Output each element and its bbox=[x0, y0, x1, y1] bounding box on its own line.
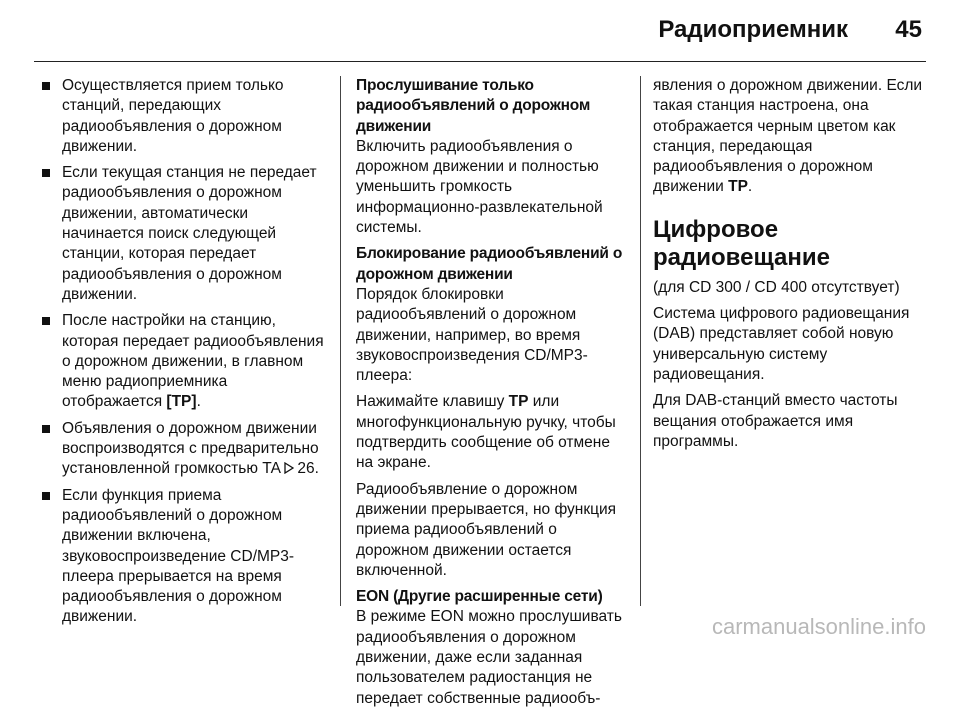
column-divider bbox=[640, 76, 641, 606]
subheading-blocking: Блокирование радиообъявлений о дорожном движении bbox=[356, 245, 623, 283]
page-number: 45 bbox=[895, 16, 922, 43]
bullet-text: Осуществляется прием только станций, передающих радиообъявления о дорожном движении. bbox=[62, 77, 284, 155]
paragraph: В режиме EON можно прослушивать радиообъявления о дорожном движении, даже если заданная пользователем радиостанция не передает собственные радиообъ- bbox=[356, 608, 622, 707]
column-2 bbox=[356, 76, 626, 715]
subheading-eon: EON (Другие расширенные сети) bbox=[356, 588, 603, 606]
bullet-text: Если текущая станция не передает радиообъявления о дорожном движении, автоматически начинается поиск следующей станции, которая передает радиообъявления о дорожном движении. bbox=[62, 164, 317, 303]
paragraph: Для DAB-станций вместо частоты вещания отображается имя программы. bbox=[653, 392, 898, 450]
page-reference[interactable]: 26 bbox=[297, 460, 315, 478]
paragraph: (для CD 300 / CD 400 отсутствует) bbox=[653, 278, 900, 296]
paragraph: Нажимайте клавишу TP или многофункциональную ручку, чтобы подтвердить сообщение об отмене на экране. bbox=[356, 393, 616, 472]
column-divider bbox=[340, 76, 341, 606]
paragraph: Радиообъявление о дорожном движении прерывается, но функция приема радиообъявлений о дорожном движении остается включенной. bbox=[356, 480, 617, 579]
page-header bbox=[0, 0, 960, 62]
square-bullet-icon bbox=[42, 425, 50, 433]
column-3 bbox=[653, 76, 933, 458]
tp-label: TP bbox=[728, 178, 748, 196]
square-bullet-icon bbox=[42, 169, 50, 177]
bullet-text: Объявления о дорожном движении воспроизводятся с предварительно установленной громкостью TA bbox=[62, 419, 319, 478]
page-reference-arrow-icon bbox=[284, 462, 294, 474]
bullet-text: Если функция приема радиообъявлений о дорожном движении включена, звуковоспроизведение CD/MP3-плеера прерывается на время радиообъявления о дорожном движении. bbox=[62, 486, 295, 626]
square-bullet-icon bbox=[42, 82, 50, 90]
bullet-item: Объявления о дорожном движении воспроизводятся с предварительно установленной громкостью TA 26. bbox=[40, 419, 330, 480]
header-divider bbox=[34, 61, 926, 62]
bullet-item: После настройки на станцию, которая передает радиообъявления о дорожном движении, в главном меню радиоприемника отображается [TP]. bbox=[40, 311, 330, 412]
page-title: Радиоприемник bbox=[658, 16, 848, 43]
bullet-item bbox=[40, 163, 330, 305]
bullet-item bbox=[40, 486, 330, 628]
paragraph: явления о дорожном движении. Если такая станция настроена, она отображается черным цветом как станция, передающая радиообъявления о дорожном движении TP. bbox=[653, 77, 923, 196]
subheading-traffic-only: Прослушивание только радиообъявлений о дорожном движении bbox=[356, 77, 591, 135]
bullet-text: После настройки на станцию, которая передает радиообъявления о дорожном движении, в главном меню радиоприемника отображается bbox=[62, 312, 324, 411]
tp-indicator: [TP] bbox=[166, 393, 197, 411]
paragraph: Порядок блокировки радиообъявлений о дорожном движении, например, во время звуковоспроизведения CD/MP3-плеера: bbox=[356, 285, 588, 385]
square-bullet-icon bbox=[42, 317, 50, 325]
section-title-digital-radio: Цифровое радиовещание bbox=[653, 215, 830, 271]
paragraph: Система цифрового радиовещания (DAB) представляет собой новую универсальную систему радиовещания. bbox=[653, 305, 910, 383]
paragraph: Включить радиообъявления о дорожном движении и полностью уменьшить громкость информационно-развлекательной системы. bbox=[356, 137, 603, 237]
bullet-item bbox=[40, 76, 330, 157]
column-1 bbox=[40, 76, 330, 634]
tp-key-label: TP bbox=[508, 393, 529, 411]
watermark: carmanualsonline.info bbox=[711, 614, 926, 639]
square-bullet-icon bbox=[42, 492, 50, 500]
